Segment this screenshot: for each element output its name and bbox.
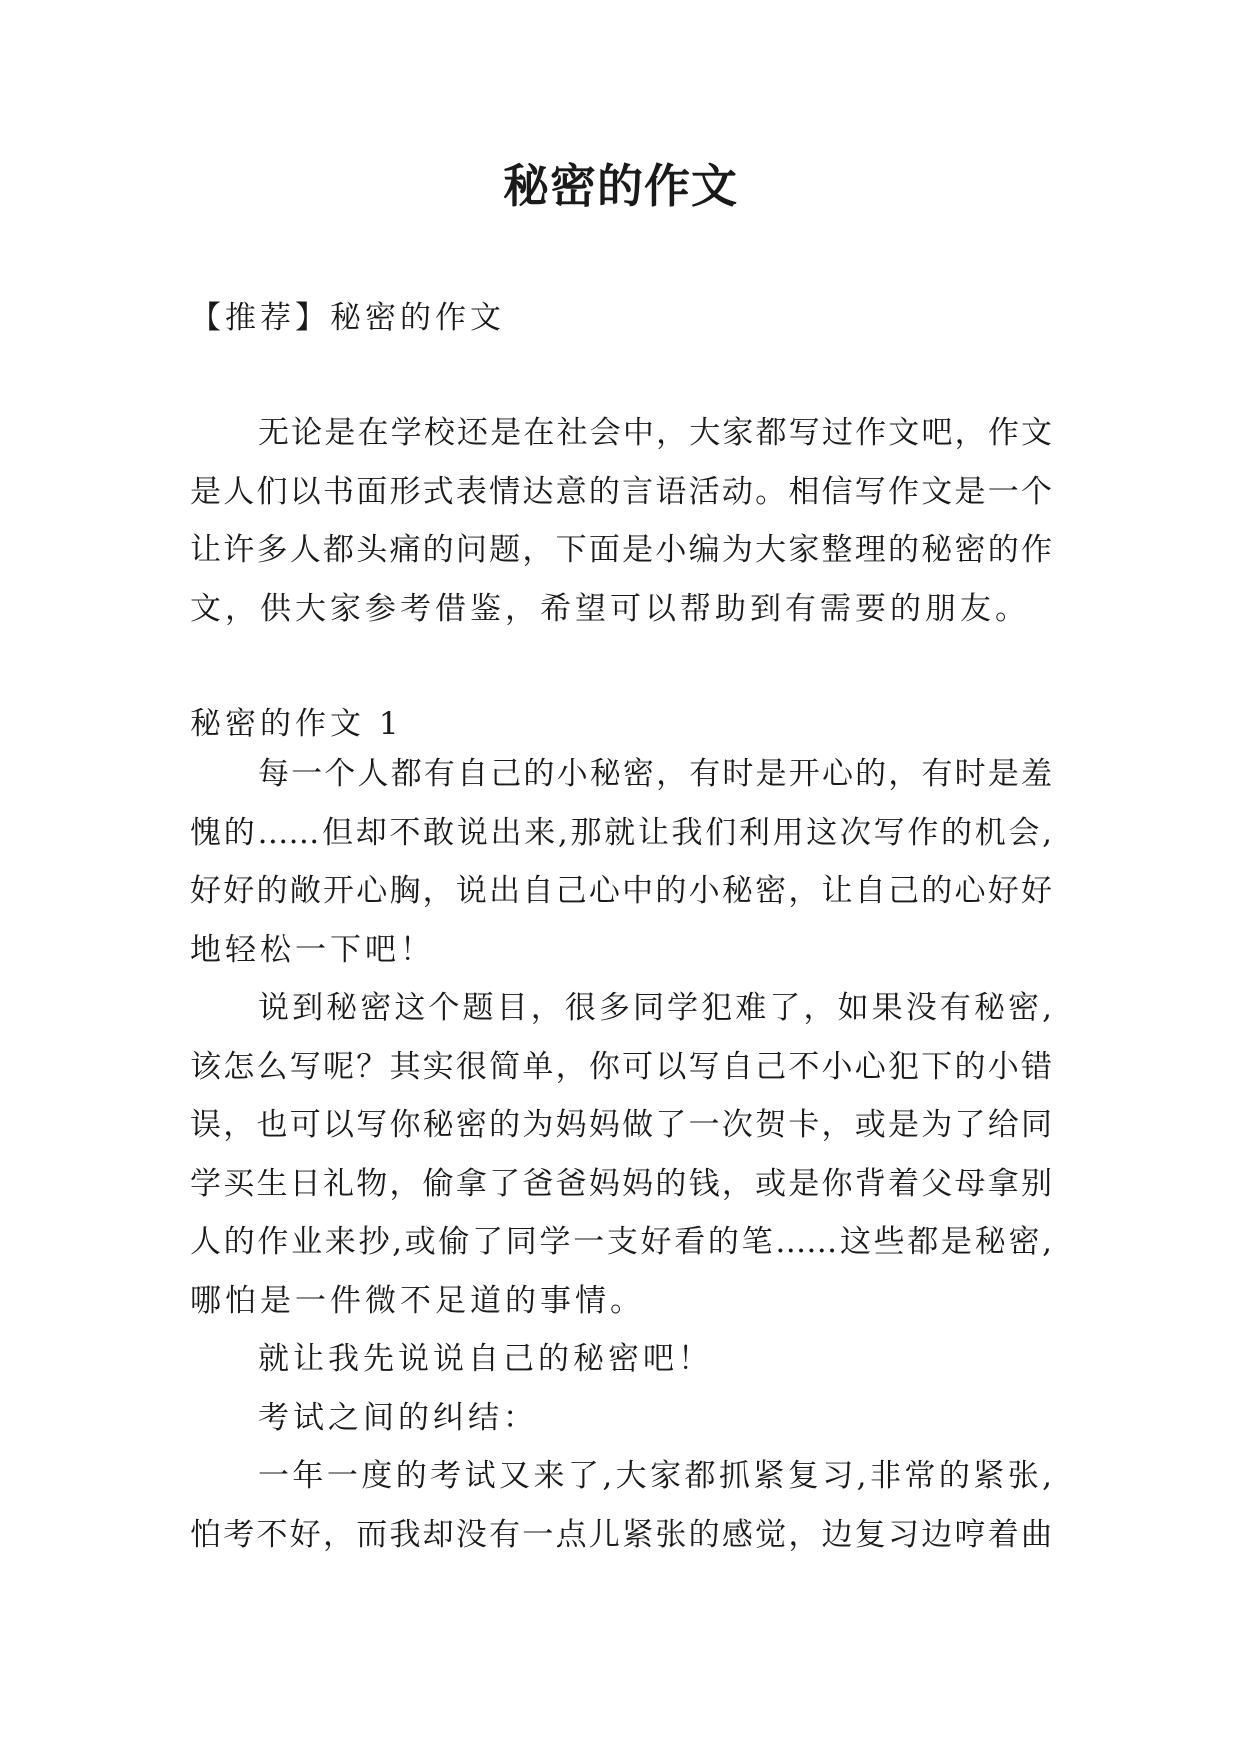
essay-body (190, 745, 1052, 1564)
intro-paragraph (190, 404, 1052, 638)
section-heading: 秘密的作文 1 (190, 706, 403, 742)
text-line: 一年一度的考试又来了,大家都抓紧复习,非常的紧张, (258, 1458, 1052, 1494)
text-line: 是人们以书面形式表情达意的言语活动。相信写作文是一个 (190, 473, 1052, 510)
text-line: 人的作业来抄,或偷了同学一支好看的笔……这些都是秘密, (190, 1224, 1052, 1260)
text-line: 误，也可以写你秘密的为妈妈做了一次贺卡，或是为了给同 (190, 1107, 1052, 1143)
text-line: 说到秘密这个题目，很多同学犯难了，如果没有秘密, (258, 990, 1052, 1026)
text-line: 每一个人都有自己的小秘密，有时是开心的，有时是羞 (258, 756, 1052, 792)
text-line: 就让我先说说自己的秘密吧！ (258, 1341, 713, 1377)
text-line: 考试之间的纠结： (258, 1399, 538, 1436)
text-line: 好好的敞开心胸，说出自己心中的小秘密，让自己的心好好 (190, 873, 1052, 909)
text-line: 该怎么写呢？其实很简单，你可以写自己不小心犯下的小错 (190, 1048, 1052, 1085)
document-subtitle: 【推荐】秘密的作文 (190, 300, 505, 336)
document-title: 秘密的作文 (503, 159, 738, 213)
text-line: 怕考不好，而我却没有一点儿紧张的感觉，边复习边哼着曲 (190, 1516, 1052, 1553)
text-line: 学买生日礼物，偷拿了爸爸妈妈的钱，或是你背着父母拿别 (190, 1165, 1052, 1202)
text-line: 地轻松一下吧！ (190, 931, 435, 968)
text-line: 让许多人都头痛的问题，下面是小编为大家整理的秘密的作 (190, 532, 1052, 568)
text-line: 文，供大家参考借鉴，希望可以帮助到有需要的朋友。 (190, 590, 1030, 627)
text-line: 愧的……但却不敢说出来,那就让我们利用这次写作的机会, (190, 814, 1052, 851)
text-line: 哪怕是一件微不足道的事情。 (190, 1282, 645, 1319)
text-line: 无论是在学校还是在社会中，大家都写过作文吧，作文 (258, 415, 1052, 451)
